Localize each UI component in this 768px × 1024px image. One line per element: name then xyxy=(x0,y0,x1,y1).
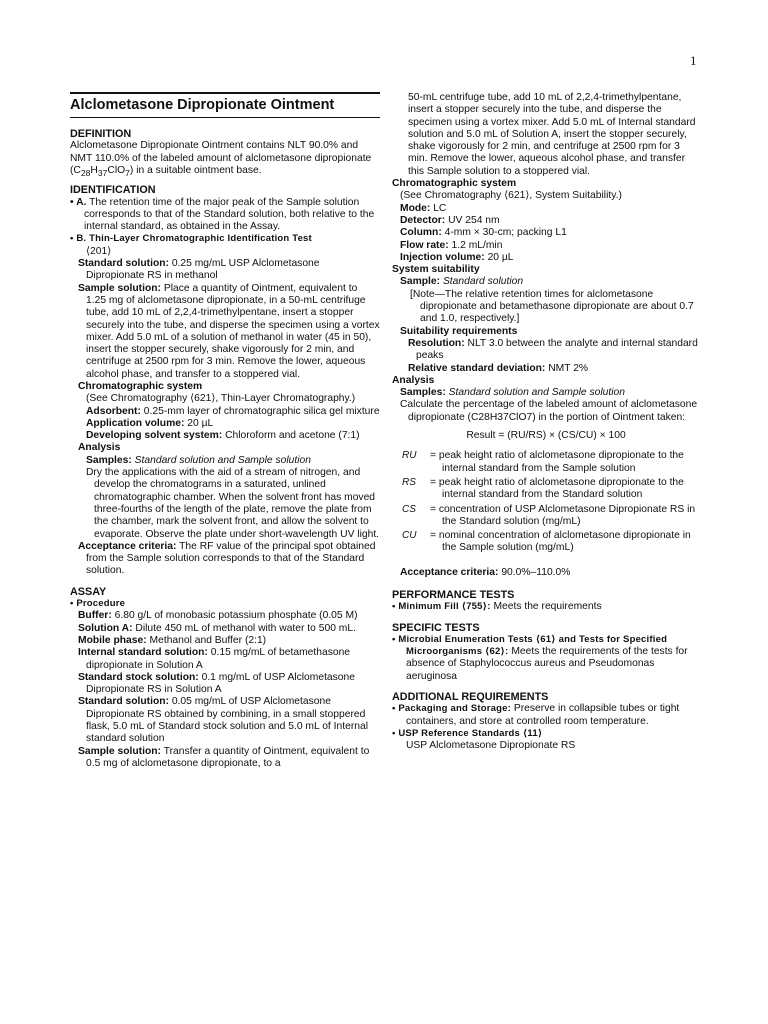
label: Sample solution: xyxy=(78,282,161,294)
variable-symbol: CS xyxy=(402,503,416,515)
performance-heading: PERFORMANCE TESTS xyxy=(392,588,515,601)
id-chrom-system xyxy=(70,381,380,393)
value: NMT 2% xyxy=(548,362,589,374)
id-samples xyxy=(70,455,380,467)
value: Transfer a quantity of Ointment, equivalent to 0.5 mg of alclometasone dipropionate, to a xyxy=(86,745,370,769)
assay-samples xyxy=(392,387,700,399)
performance-item xyxy=(392,601,700,613)
id-standard-solution xyxy=(70,258,380,283)
reference-item xyxy=(392,728,700,740)
id-dev-solvent xyxy=(70,430,380,442)
variable-list xyxy=(392,450,700,554)
label: Sample: xyxy=(400,276,441,288)
variable-row xyxy=(392,504,700,529)
identification-heading: IDENTIFICATION xyxy=(70,184,156,197)
assay-flow-rate xyxy=(392,240,700,252)
assay-rsd xyxy=(392,363,700,375)
definition-text-a: Alclometasone Dipropionate Ointment contains NLT 90.0% and NMT 110.0% of the labeled amount of alclometasone dipropionate (C xyxy=(70,140,372,176)
result-formula: Result = (RU/RS) × (CS/CU) × 100 xyxy=(466,430,626,442)
assay-note: [Note—The relative retention times for alclometasone dipropionate and betamethasone dipropionate are about 0.7 and 1.0, respectively.] xyxy=(410,288,694,325)
label: Column: xyxy=(400,227,442,239)
value: 0.05 mg/mL of USP Alclometasone Dipropionate RS obtained by combining, in a small stoppered flask, 5.0 mL of Standard stock solution and 5.0 mL of Internal standard solution xyxy=(86,696,368,745)
assay-sample-solution-cont: 50-mL centrifuge tube, add 10 mL of 2,2,4-trimethylpentane, insert a stopper securely into the tube, and disperse the specimen using a vortex mixer. Add 5.0 mL of Internal standard solution and 5.0 mL of Solution A, insert the stopper securely, shake vigorously for 2 min, and centrifuge at 2500 rpm for 3 min. Remove the lower, aqueous alcohol phase, and transfer this Sample solution to a stoppered vial. xyxy=(408,92,696,177)
label: Standard stock solution: xyxy=(78,671,199,683)
label: Solution A: xyxy=(78,622,133,634)
additional-heading: ADDITIONAL REQUIREMENTS xyxy=(392,691,549,704)
value: Chloroform and acetone (7:1) xyxy=(225,430,360,442)
label: Injection volume: xyxy=(400,251,485,263)
id-acceptance xyxy=(70,541,380,578)
assay-heading: ASSAY xyxy=(70,585,107,598)
value: NLT 3.0 between the analyte and internal standard peaks xyxy=(416,337,698,362)
id-analysis-text: Dry the applications with the aid of a stream of nitrogen, and develop the chromatograms in a saturated, unlined chromatographic chamber. When the solvent front has moved three-fourths of the length of the plate, remove the plate from the chamber, mark the solvent front, and allow the solvent to evaporate. Observe the plate under short-wavelength UV light. xyxy=(86,467,380,540)
left-column xyxy=(70,92,380,770)
value: 0.1 mg/mL of USP Alclometasone Dipropionate RS in Solution A xyxy=(86,671,355,696)
assay-analysis xyxy=(392,375,700,387)
label: Sample solution: xyxy=(78,745,161,757)
page-number: 1 xyxy=(690,53,697,68)
id-adsorbent xyxy=(70,406,380,418)
id-app-volume xyxy=(70,418,380,430)
assay-sys-suit xyxy=(392,264,700,276)
value: The RF value of the principal spot obtained from the Sample solution corresponds to that of the Standard solution. xyxy=(86,540,376,577)
label: Samples: xyxy=(400,387,446,399)
variable-definition: = nominal concentration of alclometasone dipropionate in the Sample solution (mg/mL) xyxy=(430,530,691,554)
label: Buffer: xyxy=(78,610,112,622)
identification-b-label: • B. Thin-Layer Chromatographic Identification Test xyxy=(70,233,312,245)
variable-row xyxy=(392,450,700,475)
label: • USP Reference Standards ⟨11⟩ xyxy=(392,727,543,739)
label: Internal standard solution: xyxy=(78,647,208,659)
label: Suitability requirements xyxy=(400,325,518,337)
value: 0.15 mg/mL of betamethasone dipropionate in Solution A xyxy=(86,647,351,671)
label: Chromatographic system xyxy=(392,178,517,190)
value: 0.25-mm layer of chromatographic silica gel mixture xyxy=(143,405,380,417)
value: Dilute 450 mL of methanol with water to 500 mL. xyxy=(135,622,356,634)
value: Standard solution and Sample solution xyxy=(448,387,625,399)
value: 4-mm × 30-cm; packing L1 xyxy=(444,227,567,239)
label: Mobile phase: xyxy=(78,634,147,646)
assay-injection xyxy=(392,252,700,264)
packaging-item xyxy=(392,703,700,728)
value: LC xyxy=(433,202,447,214)
value: 20 µL xyxy=(487,251,514,263)
label: Standard solution: xyxy=(78,696,169,708)
label: Mode: xyxy=(400,202,431,214)
identification-a-text: The retention time of the major peak of the Sample solution corresponds to that of the Standard solution, both relative to the internal standard, as obtained in the Assay. xyxy=(84,196,375,233)
specific-item xyxy=(392,634,700,683)
variable-row xyxy=(392,530,700,555)
assay-chrom-see: (See Chromatography ⟨621⟩, System Suitability.) xyxy=(400,190,622,202)
variable-symbol: CU xyxy=(402,530,417,542)
assay-column xyxy=(392,227,700,239)
value: Meets the requirements xyxy=(493,601,602,613)
value: UV 254 nm xyxy=(448,214,500,226)
assay-buffer xyxy=(70,610,380,622)
id-chrom-see: (See Chromatography ⟨621⟩, Thin-Layer Chromatography.) xyxy=(86,393,356,405)
assay-chrom-system xyxy=(392,178,700,190)
value: 6.80 g/L of monobasic potassium phosphate (0.05 M) xyxy=(114,610,358,622)
definition-text: Alclometasone Dipropionate Ointment contains NLT 90.0% and NMT 110.0% of the labeled amount of alclometasone dipropionate $(C_{28}H_{37}ClO_7)$ in a suitable ointment base. xyxy=(70,140,372,178)
assay-procedure xyxy=(70,598,380,610)
label: Chromatographic system xyxy=(78,380,203,392)
assay-std-solution xyxy=(70,696,380,745)
assay-mode xyxy=(392,203,700,215)
value: Methanol and Buffer (2:1) xyxy=(149,634,267,646)
label: Samples: xyxy=(86,454,132,466)
assay-internal-std xyxy=(70,647,380,672)
label: Application volume: xyxy=(86,417,185,429)
value: Place a quantity of Ointment, equivalent to 1.25 mg of alclometasone dipropionate, in a 50-mL centrifuge tube, add 10 mL of 2,2,4-trimethylpentane, insert a stopper securely into the tube, and disperse the specimen using a vortex mixer. Add 5.0 mL of a solution of methanol in water (45 in 50), insert the stopper securely, shake vigorously for 2 min, and centrifuge at 2500 rpm for 3 min. Remove the lower, aqueous alcohol phase, and transfer to a stoppered vial. xyxy=(86,282,380,380)
label: • Minimum Fill ⟨755⟩: xyxy=(392,601,491,613)
value: Meets the requirements of the tests for absence of Staphylococcus aureus and Pseudomonas aeruginosa xyxy=(406,646,688,682)
identification-b xyxy=(70,233,380,245)
label: • Microbial Enumeration Tests ⟨61⟩ and Tests for Specified Microorganisms ⟨62⟩: xyxy=(392,633,668,658)
label: Analysis xyxy=(78,442,121,454)
assay-solution-a xyxy=(70,623,380,635)
specific-heading: SPECIFIC TESTS xyxy=(392,621,480,634)
label: Analysis xyxy=(392,374,435,386)
label: • Packaging and Storage: xyxy=(392,703,511,715)
variable-definition: = peak height ratio of alclometasone dipropionate to the internal standard from the Sample solution xyxy=(430,450,684,474)
id-analysis xyxy=(70,442,380,454)
label: Resolution: xyxy=(408,337,465,349)
assay-sample-solution xyxy=(70,746,380,771)
label: Flow rate: xyxy=(400,239,449,251)
assay-calc-text: Calculate the percentage of the labeled amount of alclometasone dipropionate (C28H37ClO7) in the portion of Ointment taken: xyxy=(400,399,698,423)
variable-definition: = concentration of USP Alclometasone Dipropionate RS in the Standard solution (mg/mL) xyxy=(430,503,696,527)
definition-text-b: ) in a suitable ointment base. xyxy=(129,164,262,176)
label: Relative standard deviation: xyxy=(408,362,546,374)
value: Preserve in collapsible tubes or tight containers, and store at controlled room temperature. xyxy=(406,703,680,727)
value: Standard solution and Sample solution xyxy=(134,454,311,466)
id-sample-solution xyxy=(70,283,380,381)
right-column xyxy=(392,92,700,753)
variable-symbol: RS xyxy=(402,476,416,488)
assay-mobile-phase xyxy=(70,635,380,647)
label: Acceptance criteria: xyxy=(400,566,499,578)
label: Standard solution: xyxy=(78,258,169,270)
value: Standard solution xyxy=(442,276,524,288)
label: Adsorbent: xyxy=(86,405,141,417)
definition-heading: DEFINITION xyxy=(70,128,132,140)
value: 20 µL xyxy=(187,417,214,429)
assay-detector xyxy=(392,215,700,227)
label: Acceptance criteria: xyxy=(78,540,177,552)
label: • Procedure xyxy=(70,598,126,610)
assay-resolution xyxy=(392,338,700,363)
variable-row xyxy=(392,477,700,502)
variable-symbol: RU xyxy=(402,450,417,462)
reference-text: USP Alclometasone Dipropionate RS xyxy=(406,740,576,752)
variable-definition: = peak height ratio of alclometasone dipropionate to the internal standard from the Standard solution xyxy=(430,476,684,501)
identification-b-ref: ⟨201⟩ xyxy=(86,245,112,257)
value: 0.25 mg/mL USP Alclometasone Dipropionate RS in methanol xyxy=(86,258,320,282)
identification-a-label: • A. xyxy=(70,196,87,208)
label: Developing solvent system: xyxy=(86,430,223,442)
assay-acceptance xyxy=(392,567,700,579)
assay-std-stock xyxy=(70,672,380,697)
value: 90.0%–110.0% xyxy=(501,566,571,578)
value: 1.2 mL/min xyxy=(451,239,503,251)
monograph-title: Alclometasone Dipropionate Ointment xyxy=(70,92,380,118)
identification-a xyxy=(70,197,380,234)
label: System suitability xyxy=(392,264,480,276)
assay-suit-req xyxy=(392,326,700,338)
label: Detector: xyxy=(400,214,446,226)
assay-suit-sample xyxy=(392,276,700,288)
